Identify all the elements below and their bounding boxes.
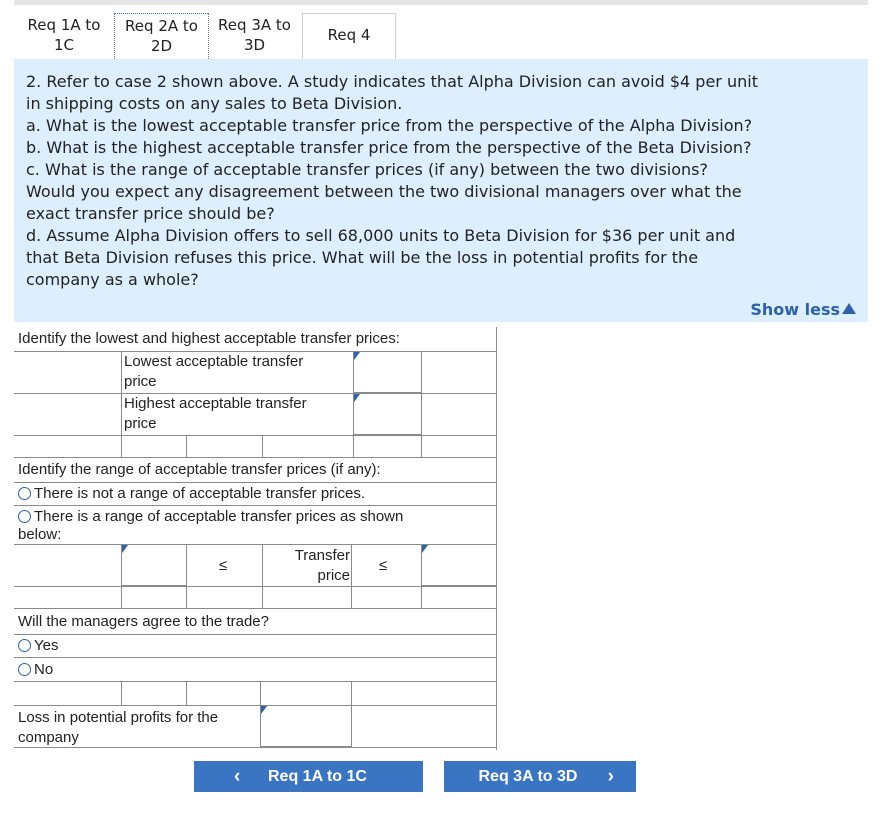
- radio-range[interactable]: [18, 510, 31, 523]
- chevron-right-icon: ›: [607, 766, 614, 787]
- col-divider: [351, 681, 352, 705]
- col-divider: [262, 435, 263, 457]
- option-yes-label: Yes: [34, 637, 59, 654]
- loss-input[interactable]: [260, 705, 352, 747]
- col-divider: [262, 544, 263, 586]
- section-label-agree: Will the managers agree to the trade?: [18, 613, 269, 630]
- tab-label: 3D: [243, 36, 266, 54]
- question-line: 2. Refer to case 2 shown above. A study indicates that Alpha Division can avoid $4 per unit: [26, 72, 758, 91]
- highest-price-label: Highest acceptable transfer: [124, 395, 307, 412]
- section-label-lowest-highest: Identify the lowest and highest acceptable transfer prices:: [18, 330, 400, 347]
- lowest-price-label: price: [124, 373, 157, 390]
- input-flag-icon: [354, 352, 360, 360]
- chevron-left-icon: ‹: [234, 766, 241, 787]
- row-divider: [14, 457, 496, 458]
- loss-label: company: [18, 729, 79, 746]
- tab-label: 2D: [150, 37, 173, 55]
- input-flag-icon: [422, 545, 428, 553]
- leq-symbol: ≤: [219, 557, 228, 574]
- question-line: in shipping costs on any sales to Beta Division.: [26, 94, 403, 113]
- show-less-link[interactable]: Show less: [750, 300, 840, 319]
- triangle-up-icon[interactable]: [842, 303, 856, 314]
- radio-no-range[interactable]: [18, 487, 31, 500]
- transfer-price-label: price: [317, 567, 350, 584]
- col-divider: [353, 435, 354, 457]
- col-divider: [121, 435, 122, 457]
- highest-price-input[interactable]: [353, 393, 422, 435]
- tab-req-4[interactable]: [302, 13, 396, 59]
- col-divider: [186, 586, 187, 608]
- row-divider: [14, 705, 496, 706]
- next-req-label: Req 3A to 3D: [478, 768, 578, 785]
- option-range-label: There is a range of acceptable transfer prices as shown: [34, 508, 404, 525]
- col-divider: [260, 681, 261, 705]
- col-divider: [421, 435, 422, 457]
- tab-label: Req 2A to: [125, 17, 198, 35]
- transfer-price-label: Transfer: [294, 547, 350, 564]
- tab-label: Req 3A to: [218, 16, 291, 34]
- leq-symbol: ≤: [379, 557, 388, 574]
- row-divider: [14, 482, 496, 483]
- question-panel: [14, 59, 868, 322]
- row-divider: [14, 608, 496, 609]
- lowest-price-label: Lowest acceptable transfer: [124, 353, 304, 370]
- option-no-range-label: There is not a range of acceptable transfer prices.: [34, 485, 366, 502]
- highest-price-label: price: [124, 415, 157, 432]
- row-divider: [14, 657, 496, 658]
- col-divider: [121, 586, 122, 608]
- question-line: that Beta Division refuses this price. What will be the loss in potential profits for the: [26, 248, 699, 267]
- option-range-label: below:: [18, 526, 62, 543]
- row-divider: [14, 586, 496, 587]
- question-text: [26, 71, 856, 291]
- question-line: Would you expect any disagreement between the two divisional managers over what the: [26, 182, 742, 201]
- col-divider: [262, 586, 263, 608]
- form-border: [496, 327, 497, 750]
- question-line: exact transfer price should be?: [26, 204, 275, 223]
- input-flag-icon: [122, 545, 128, 553]
- row-divider: [14, 747, 496, 748]
- tab-label: 1C: [53, 36, 75, 54]
- tab-label: Req 4: [327, 26, 371, 44]
- question-line: company as a whole?: [26, 270, 199, 289]
- section-label-range: Identify the range of acceptable transfer prices (if any):: [18, 461, 381, 478]
- next-req-button[interactable]: [444, 761, 636, 792]
- question-line: a. What is the lowest acceptable transfer price from the perspective of the Alpha Division?: [26, 116, 753, 135]
- col-divider: [186, 681, 187, 705]
- col-divider: [351, 544, 352, 586]
- prev-req-button[interactable]: [194, 761, 423, 792]
- tab-req-3a-3d[interactable]: [208, 13, 300, 59]
- radio-yes[interactable]: [18, 639, 31, 652]
- prev-req-label: Req 1A to 1C: [268, 768, 367, 785]
- row-divider: [14, 634, 496, 635]
- input-flag-icon: [261, 706, 267, 714]
- range-high-input[interactable]: [421, 544, 497, 586]
- tab-req-1a-1c[interactable]: [14, 13, 114, 59]
- tab-label: Req 1A to: [27, 16, 101, 34]
- top-border: [14, 0, 868, 5]
- col-divider: [121, 681, 122, 705]
- row-divider: [14, 681, 496, 682]
- col-divider: [186, 435, 187, 457]
- radio-no[interactable]: [18, 663, 31, 676]
- option-no-label: No: [34, 661, 54, 678]
- question-line: c. What is the range of acceptable transfer prices (if any) between the two divisions?: [26, 160, 708, 179]
- question-line: b. What is the highest acceptable transfer price from the perspective of the Beta Division?: [26, 138, 752, 157]
- range-low-input[interactable]: [121, 544, 187, 586]
- answer-form: [14, 327, 498, 750]
- question-line: d. Assume Alpha Division offers to sell 68,000 units to Beta Division for $36 per unit and: [26, 226, 736, 245]
- col-divider: [351, 586, 352, 608]
- tab-req-2a-2d[interactable]: [114, 13, 208, 59]
- input-flag-icon: [354, 394, 360, 402]
- row-divider: [14, 505, 496, 506]
- row-divider: [14, 435, 496, 436]
- col-divider: [421, 586, 422, 608]
- loss-label: Loss in potential profits for the: [18, 709, 219, 726]
- lowest-price-input[interactable]: [353, 351, 422, 393]
